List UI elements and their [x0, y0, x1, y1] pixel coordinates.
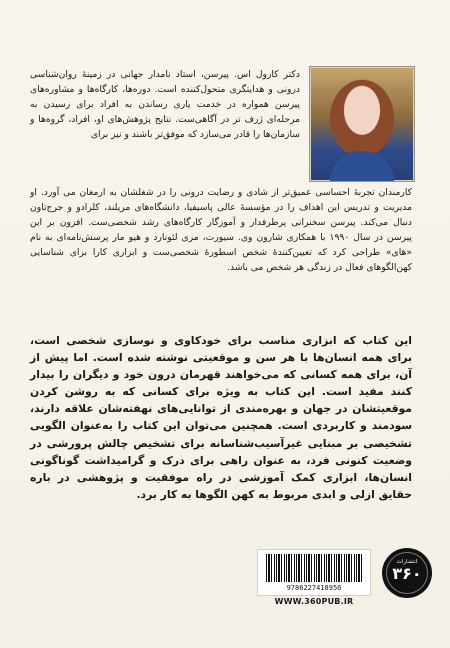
publisher-website: WWW.360PUB.IR: [274, 597, 354, 606]
publisher-logo: [382, 548, 432, 598]
book-summary: این کتاب که ابزاری مناسب برای خودکاوی و نوسازی شخصی است، برای همه انسان‌ها با هر سن و موقعیتی نوشته شده است. اما پیش از آن، برای همه کسانی که می‌خواهند قهرمان درون خود و دیگران را بیدار کنند مفید است. این کتاب به ویژه برای کسانی که به روشن کردن موقعیتشان در جهان و بهره‌مندی از توانایی‌های نهفته‌شان علاقه دارند، سودمند و کاربردی است. همچنین می‌توان این کتاب را به‌عنوان الگویی تشخیصی بر مبنایی غیرآسیب‌شناسانه برای تشخیص چالش پرورشی در وضعیت کنونی فرد، به عنوان راهی برای درک و گرامیداشت گوناگونی انسان‌ها، ابزاری کمک آموزشی در راه موفقیت و پژوهشی در باره حقایق ازلی و ابدی مربوط به کهن الگوها به کار برد.: [30, 334, 412, 501]
barcode-bars: [266, 554, 362, 582]
author-bio-continued: کارمندان تجربهٔ احساسی عمیق‌تر از شادی و رضایت درونی را در شغلشان به ارمغان می آورد. او مدیریت و تدریس این اهداف را در مؤسسهٔ عالی پاسیفیا، دانشگاه‌های مریلند، کلرادو و جرج‌تاون دنبال می‌کند. پیرسن سخنرانی پرطرفدار و آموزگار کارگاه‌های رشد شخصی‌ست. افزون بر این پیرسن در سال ۱۹۹۰ با همکاری شارون وی. سیورت، مری لئونارد و هیو مار پرسش‌نامه‌ای به نام «های» طراحی کرد که تعیین‌کنندهٔ شخص اسطورهٔ شخصی‌ست و ابزاری کارا برای شناسایی کهن‌الگوهای فعال در زندگی هر شخص می باشد.: [30, 187, 412, 273]
logo-number: ۳۶۰: [392, 563, 422, 583]
author-photo: [309, 66, 415, 182]
author-bio-intro: دکتر کارول اس. پیرسن، استاد نامدار جهانی در زمینهٔ روان‌شناسی درونی و هدایتگری متحول‌کننده است. دوره‌ها، کارگاه‌ها و مشاوره‌های پیرسن همواره در خدمت یاری رساندن به افراد برای رسیدن به مرحله‌ای ژرف تر در آگاهی‌ست. نتایج پژوهش‌های او، افراد، گروه‌ها و سازمان‌ها را قادر می‌سازد که موفق‌تر باشند و نیز برای: [30, 69, 300, 140]
isbn-number: 9786227418956: [286, 584, 342, 592]
logo-caption: انتشارات: [396, 559, 418, 565]
author-photo-shirt-shape: [330, 151, 394, 181]
isbn-barcode: [257, 549, 371, 596]
